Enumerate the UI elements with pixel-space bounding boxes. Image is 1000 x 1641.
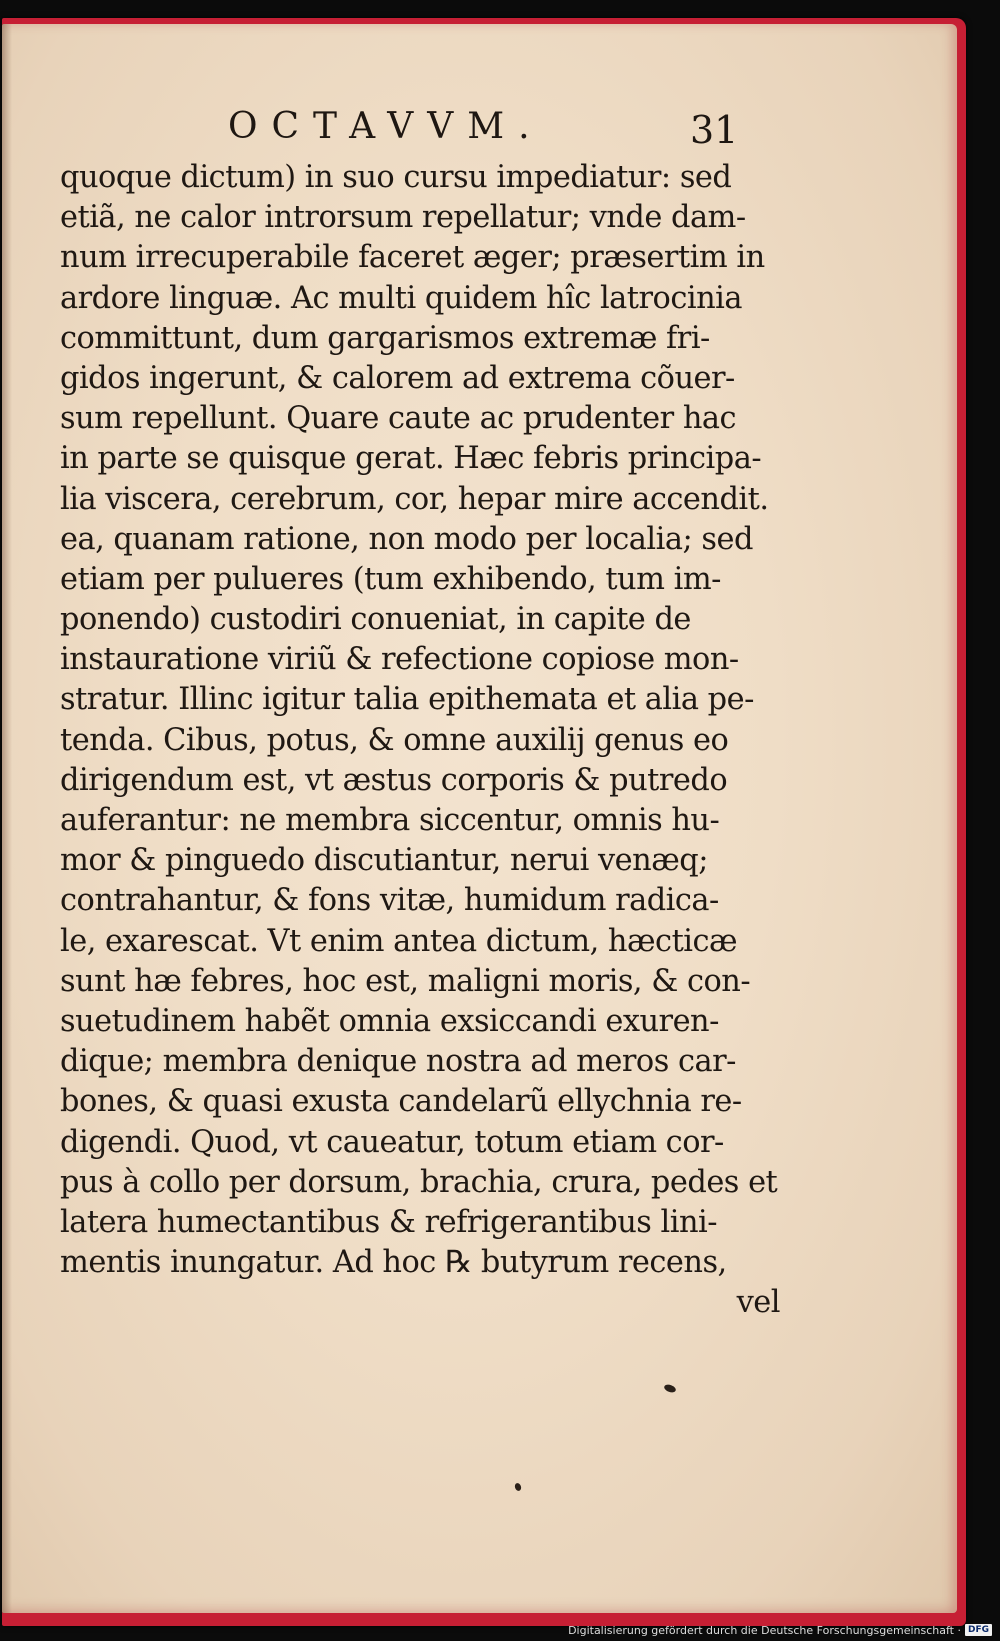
text-line: le, exarescat. Vt enim antea dictum, hæcticæ xyxy=(60,923,738,959)
text-line: auferantur: ne membra siccentur, omnis hu- xyxy=(60,803,720,838)
text-line: suetudinem habẽt omnia exsiccandi exuren- xyxy=(60,1003,719,1039)
funding-credit: Digitalisierung gefördert durch die Deutsche Forschungsgemeinschaft · xyxy=(568,1623,961,1637)
text-line: quoque dictum) in suo cursu impediatur: sed xyxy=(60,160,732,195)
text-line: etiam per pulueres (tum exhibendo, tum im- xyxy=(60,561,721,597)
text-line: tenda. Cibus, potus, & omne auxilij genus eo xyxy=(60,722,729,758)
text-line: ea, quanam ratione, non modo per localia; sed xyxy=(60,521,753,557)
text-line: digendi. Quod, vt caueatur, totum etiam cor- xyxy=(60,1124,724,1160)
text-line: sunt hæ febres, hoc est, maligni moris, & con- xyxy=(60,963,751,999)
text-line: lia viscera, cerebrum, cor, hepar mire accendit. xyxy=(60,481,769,517)
text-line: latera humectantibus & refrigerantibus lini- xyxy=(60,1204,718,1240)
text-line: mor & pinguedo discutiantur, nerui venæq; xyxy=(60,843,708,879)
body-text xyxy=(60,158,780,1323)
text-line: dirigendum est, vt æstus corporis & putredo xyxy=(60,762,728,798)
text-line: in parte se quisque gerat. Hæc febris principa- xyxy=(60,441,762,477)
text-line: pus à collo per dorsum, brachia, crura, pedes et xyxy=(60,1164,778,1200)
page-number: 31 xyxy=(690,108,739,152)
text-line: num irrecuperabile faceret æger; præsertim in xyxy=(60,240,765,276)
text-line: mentis inungatur. Ad hoc ℞ butyrum recens, xyxy=(60,1245,727,1281)
text-line: sum repellunt. Quare caute ac prudenter hac xyxy=(60,401,737,437)
text-line: ponendo) custodiri conueniat, in capite de xyxy=(60,602,691,638)
text-line: committunt, dum gargarismos extremæ fri- xyxy=(60,320,710,356)
gutter-shadow xyxy=(2,24,12,1613)
text-line: instauratione viriũ & refectione copiose mon- xyxy=(60,642,739,678)
digitization-footer xyxy=(568,1623,992,1637)
text-line: etiã, ne calor introrsum repellatur; vnde dam- xyxy=(60,200,746,236)
catchword: vel xyxy=(736,1285,780,1321)
text-line: gidos ingerunt, & calorem ad extrema cõuer- xyxy=(60,360,735,396)
running-title: OCTAVVM. xyxy=(228,106,544,147)
text-line: stratur. Illinc igitur talia epithemata et alia pe- xyxy=(60,682,754,718)
dfg-logo: DFG xyxy=(965,1624,992,1636)
text-line: bones, & quasi exusta candelarũ ellychnia re- xyxy=(60,1084,742,1120)
text-line: contrahantur, & fons vitæ, humidum radica- xyxy=(60,883,719,919)
text-line: ardore linguæ. Ac multi quidem hîc latrocinia xyxy=(60,280,742,316)
text-line: dique; membra denique nostra ad meros car- xyxy=(60,1044,736,1080)
